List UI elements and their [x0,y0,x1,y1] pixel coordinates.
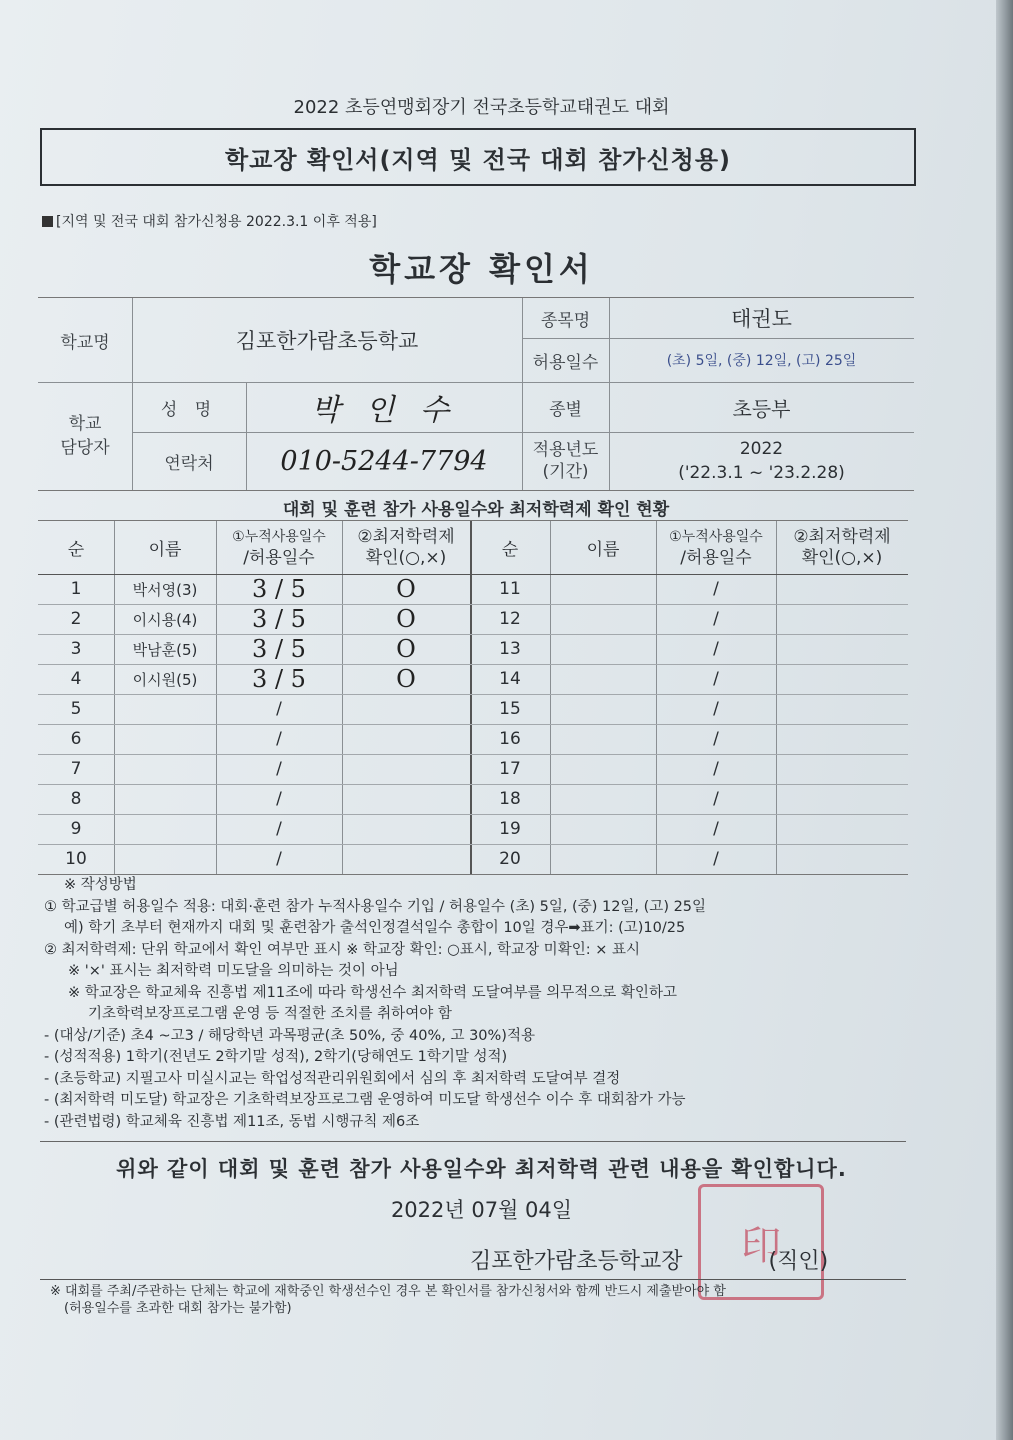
row-right-no: 13 [499,639,521,659]
confirmation-statement: 위와 같이 대회 및 훈련 참가 사용일수와 최저학력 관련 내용을 확인합니다. [116,1157,847,1181]
footer-divider [40,1279,906,1280]
row-left-name [114,844,216,874]
row-right-no: 20 [499,849,521,869]
year-text: 2022 [739,439,784,459]
contact-handwritten: 010-5244-7794 [280,445,488,477]
name-label: 성 명 [160,399,218,420]
row-right-check [776,574,908,604]
row-left-days: / [276,789,282,809]
header-academic-right-2: 확인(○,×) [801,547,883,568]
header-name-left: 이름 [148,540,182,560]
section-title: 대회 및 훈련 참가 사용일수와 최저학력제 확인 현황 [282,500,670,520]
row-left-name [114,694,216,724]
guide-line: - (관련법령) 학교체육 진흥법 제11조, 동법 시행규칙 제6조 [44,1113,420,1130]
guide-line: ※ '×' 표시는 최저학력 미도달을 의미하는 것이 아님 [68,963,399,979]
seal-suffix: (직인) [768,1249,829,1274]
square-bullet-icon [42,216,53,227]
school-name-label: 학교명 [60,332,110,353]
row-right-days: / [713,759,719,779]
row-right-check [776,604,908,634]
row-right-check [776,844,908,874]
header-days-right-2: /허용일수 [680,547,752,568]
header-no-left: 순 [67,540,85,560]
row-left-check: O [396,605,416,633]
guide-line: 기초학력보장프로그램 운영 등 적절한 조치를 취하여야 함 [88,1006,452,1022]
header-days-right-1: ①누적사용일수 [669,528,763,545]
row-right-name [550,664,656,694]
row-left-no: 6 [70,729,82,749]
row-left-no: 4 [70,669,82,689]
row-right-no: 15 [499,699,521,719]
main-title: 학교장 확인서 [369,250,594,288]
principal-signature [470,1244,828,1275]
row-right-name [550,814,656,844]
school-name-value: 김포한가람초등학교 [235,329,419,353]
row-left-no: 8 [70,789,82,809]
sport-value: 태권도 [731,307,792,331]
allowed-days-label: 허용일수 [532,352,599,373]
row-left-name: 이시용(4) [132,610,198,629]
applicable-note-text: [지역 및 전국 대회 참가신청용 2022.3.1 이후 적용] [56,214,377,230]
row-left-check: O [396,635,416,663]
row-left-check [342,814,470,844]
row-left-no: 2 [70,609,82,629]
row-left-check [342,844,470,874]
guide-line: ② 최저학력제: 단위 학교에서 확인 여부만 표시 ※ 학교장 확인: ○표시, 학교장 미확인: × 표시 [44,941,640,958]
row-left-check [342,694,470,724]
header-academic-right [776,521,908,574]
row-right-name [550,754,656,784]
row-left-check [342,784,470,814]
writing-guide [44,875,914,1133]
row-left-check [342,724,470,754]
principal-name: 김포한가람초등학교장 [470,1249,683,1274]
staff-label-line1: 학교 [68,414,102,434]
year-label-line1: 적용년도 [532,440,599,460]
row-left-days: 3 / 5 [252,575,306,603]
issue-date: 2022년 07월 04일 [390,1198,573,1222]
period-text: ('22.3.1 ~ '23.2.28) [678,463,845,483]
row-left-days: / [276,849,282,869]
row-left-days: / [276,819,282,839]
header-name-right: 이름 [586,540,620,560]
year-label [522,432,609,490]
row-right-days: / [713,819,719,839]
row-right-check [776,664,908,694]
row-right-days: / [713,579,719,599]
header-days-right [656,521,776,574]
row-left-name: 이시원(5) [132,670,198,689]
row-left-days: / [276,699,282,719]
guide-line: - (성적적용) 1학기(전년도 2학기말 성적), 2학기(당해연도 1학기말 성적) [44,1049,508,1065]
row-right-days: / [713,729,719,749]
row-left-days: 3 / 5 [252,665,306,693]
row-right-check [776,724,908,754]
guide-line: 예) 학기 초부터 현재까지 대회 및 훈련참가 출석인정결석일수 총합이 10일 경우➡표기: (고)10/25 [64,920,686,936]
usage-record-table [38,520,908,875]
row-right-no: 17 [499,759,521,779]
division-label: 종별 [549,399,582,420]
row-right-days: / [713,849,719,869]
row-right-no: 12 [499,609,521,629]
row-left-name [114,754,216,784]
form-title-box: 학교장 확인서(지역 및 전국 대회 참가신청용) [40,128,916,186]
row-left-no: 9 [70,819,82,839]
row-right-name [550,634,656,664]
row-left-name [114,814,216,844]
header-academic-left [342,521,470,574]
header-days-left-1: ①누적사용일수 [232,528,326,545]
staff-name-handwritten: 박 인 수 [310,393,457,428]
header-academic-left-1: ②최저학력제 [357,526,455,547]
row-right-days: / [713,639,719,659]
header-days-left-2: /허용일수 [243,547,315,568]
row-right-check [776,694,908,724]
row-left-name [114,784,216,814]
guide-line: - (최저학력 미도달) 학교장은 기초학력보장프로그램 운영하여 미도달 학생선수 이수 후 대회참가 가능 [44,1092,686,1108]
guide-line: ※ 작성방법 [64,877,137,893]
row-right-no: 16 [499,729,521,749]
row-left-check: O [396,665,416,693]
row-left-name [114,724,216,754]
row-right-no: 11 [499,579,521,599]
row-left-name: 박서영(3) [132,580,198,599]
row-right-name [550,724,656,754]
row-right-check [776,814,908,844]
row-right-name [550,844,656,874]
row-right-name [550,784,656,814]
row-left-days: 3 / 5 [252,635,306,663]
row-right-no: 19 [499,819,521,839]
year-label-line2: (기간) [542,462,589,482]
row-left-no: 1 [70,579,82,599]
row-left-no: 5 [70,699,82,719]
row-right-name [550,604,656,634]
staff-label [38,382,132,490]
row-right-no: 18 [499,789,521,809]
applicable-note [42,211,377,231]
row-left-days: / [276,759,282,779]
row-right-days: / [713,669,719,689]
footnote-line-2: (허용일수를 초과한 대회 참가는 불가함) [64,1301,292,1316]
allowed-days-value: (초) 5일, (중) 12일, (고) 25일 [666,353,857,369]
header-no-right: 순 [501,540,519,560]
row-right-check [776,634,908,664]
row-left-check: O [396,575,416,603]
event-title: 2022 초등연맹회장기 전국초등학교태권도 대회 [293,97,670,118]
row-right-days: / [713,789,719,809]
row-right-check [776,754,908,784]
year-value [609,432,914,490]
header-days-left [216,521,342,574]
row-left-no: 10 [65,849,87,869]
guide-line: - (초등학교) 지필고사 미실시교는 학업성적관리위원회에서 심의 후 최저학력 도달여부 결정 [44,1070,621,1087]
row-right-days: / [713,609,719,629]
row-left-days: / [276,729,282,749]
row-right-name [550,574,656,604]
page-edge-shadow [996,0,1013,1440]
header-academic-right-1: ②최저학력제 [793,526,891,547]
row-right-no: 14 [499,669,521,689]
info-table [38,297,914,491]
row-right-name [550,694,656,724]
header-academic-left-2: 확인(○,×) [365,547,447,568]
row-left-check [342,754,470,784]
row-right-days: / [713,699,719,719]
division-value: 초등부 [732,396,791,421]
row-left-days: 3 / 5 [252,605,306,633]
principal-seal-stamp: 印 [698,1184,824,1300]
sport-label: 종목명 [540,310,591,331]
guide-line: ① 학교급별 허용일수 적용: 대회·훈련 참가 누적사용일수 기입 / 허용일수 (초) 5일, (중) 12일, (고) 25일 [44,898,707,915]
guide-line: ※ 학교장은 학교체육 진흥법 제11조에 따라 학생선수 최저학력 도달여부를 의무적으로 확인하고 [68,984,677,1001]
footnote-line-1: ※ 대회를 주최/주관하는 단체는 학교에 재학중인 학생선수인 경우 본 확인서를 참가신청서와 함께 반드시 제출받아야 함 [50,1284,726,1299]
guide-line: - (대상/기준) 초4 ~고3 / 해당학년 과목평균(초 50%, 중 40%, 고 30%)적용 [44,1027,535,1044]
row-left-no: 7 [70,759,82,779]
staff-label-line2: 담당자 [60,438,110,458]
contact-label: 연락처 [164,453,214,474]
row-left-name: 박남훈(5) [132,640,198,659]
row-right-check [776,784,908,814]
footnote [50,1283,910,1317]
row-left-no: 3 [70,639,82,659]
